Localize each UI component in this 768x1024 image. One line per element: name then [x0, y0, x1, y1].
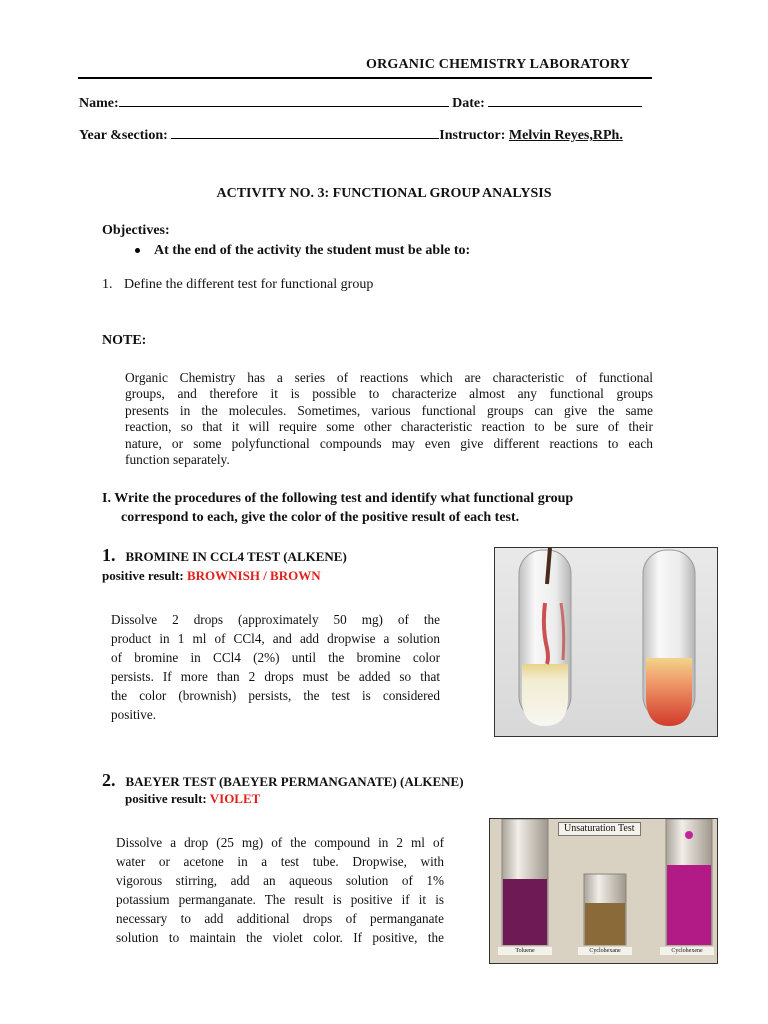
instruction-line-2: correspond to each, give the color of the positive result of each test.: [121, 510, 520, 525]
name-blank[interactable]: [119, 94, 449, 107]
note-line: function separately.: [125, 452, 230, 468]
unsaturation-test-photo: [489, 818, 718, 964]
year-row: [79, 126, 623, 144]
year-section-blank[interactable]: [171, 126, 439, 139]
procedure-line: of bromine in CCl4 (2%) until the bromine color: [111, 650, 440, 665]
test-2-heading: [102, 770, 464, 791]
test-1-result-label: positive result:: [102, 568, 184, 583]
procedure-line: potassium permanganate. The result is positive if it is: [116, 892, 444, 907]
procedure-line: the color (brownish) persists, the test is considered: [111, 688, 440, 703]
procedure-line: persists. If more than 2 drops must be added so that: [111, 669, 440, 684]
bromine-test-photo: [494, 547, 718, 737]
test-2-result: [125, 791, 260, 807]
note-line: reaction, so that it will require some other characteristic reaction to be sure of their: [125, 419, 653, 435]
tube-label: Cyclohexane: [578, 947, 632, 955]
instructor-label: Instructor:: [439, 128, 506, 143]
note-line: nature, or some polyfunctional compounds may even give different reactions to each: [125, 435, 653, 451]
test-2-result-label: positive result:: [125, 791, 207, 806]
test-1-procedure: [111, 610, 440, 724]
test-1-heading: [102, 545, 347, 566]
note-paragraph: [125, 370, 653, 468]
objective-item: [102, 277, 373, 293]
instruction-line-1: I. Write the procedures of the following test and identify what functional group: [102, 491, 574, 506]
test-2-title: BAEYER TEST (BAEYER PERMANGANATE) (ALKENE): [125, 774, 464, 789]
test-1-number: 1.: [102, 545, 116, 565]
note-line: groups, and therefore it is possible to characterize almost any functional groups: [125, 386, 653, 402]
note-line: Organic Chemistry has a series of reactions which are characteristic of functional: [125, 370, 653, 385]
activity-title: ACTIVITY NO. 3: FUNCTIONAL GROUP ANALYSIS: [216, 186, 552, 201]
date-label: Date:: [452, 96, 485, 111]
objectives-bullet: [135, 243, 470, 259]
procedure-line: Dissolve a drop (25 mg) of the compound in 2 ml of: [116, 835, 444, 850]
note-label: NOTE:: [102, 333, 147, 348]
test-1-title: BROMINE IN CCL4 TEST (ALKENE): [125, 549, 347, 564]
test-2-result-value: VIOLET: [209, 791, 261, 806]
procedure-line: positive.: [111, 707, 157, 722]
test-2-number: 2.: [102, 770, 116, 790]
objective-item-number: 1.: [102, 277, 113, 292]
test-1-result: [102, 568, 321, 584]
procedure-line: water or acetone in a test tube. Dropwise, with: [116, 854, 444, 869]
instructor-name: Melvin Reyes,RPh.: [508, 128, 623, 143]
photo-caption: Unsaturation Test: [558, 822, 641, 836]
procedure-line: vigorous stirring, add an aqueous solution of 1%: [116, 873, 444, 888]
procedure-line: product in 1 ml of CCl4, and add dropwise a solution: [111, 631, 440, 646]
bullet-icon: [135, 248, 140, 253]
header-divider: [78, 77, 652, 79]
year-section-label: Year &section:: [79, 128, 168, 143]
name-label: Name:: [79, 96, 119, 111]
test-1-result-value: BROWNISH / BROWN: [186, 568, 321, 583]
tube-label: Toluene: [498, 947, 552, 955]
procedure-line: Dissolve 2 drops (approximately 50 mg) of the: [111, 612, 440, 627]
name-row: [79, 94, 642, 112]
date-blank[interactable]: [488, 94, 642, 107]
objective-item-text: Define the different test for functional group: [124, 277, 374, 292]
test-2-procedure: [116, 833, 444, 947]
lab-title: ORGANIC CHEMISTRY LABORATORY: [366, 57, 631, 72]
note-line: presents in the molecules. Sometimes, various functional groups can give the same: [125, 402, 653, 418]
procedure-line: necessary to add additional drops of permanganate: [116, 911, 444, 926]
objectives-label: Objectives:: [102, 223, 170, 238]
tube-label: Cyclohexene: [660, 947, 714, 955]
procedure-line: solution to maintain the violet color. If positive, the: [116, 930, 444, 945]
objectives-bullet-text: At the end of the activity the student must be able to:: [154, 243, 471, 258]
